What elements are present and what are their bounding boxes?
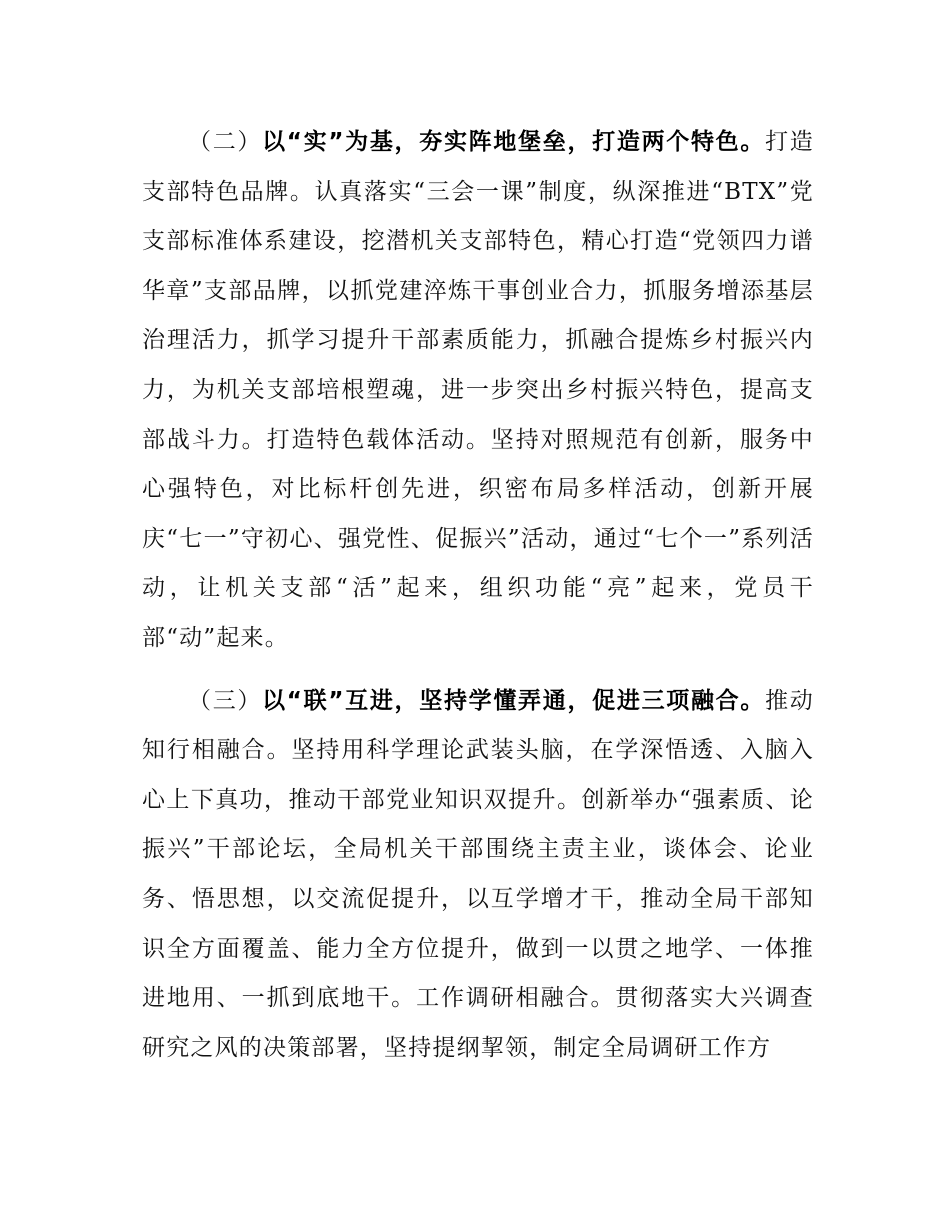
paragraph-section-2	[142, 118, 814, 664]
section-body-text: 推动知行相融合。坚持用科学理论武装头脑，在学深悟透、入脑入心上下真功，推动干部党业知识双提升。创新举办“强素质、论振兴”干部论坛，全局机关干部围绕主责主业，谈体会、论业务、悟思想，以交流促提升，以互学增才干，推动全局干部知识全方面覆盖、能力全方位提升，做到一以贯之地学、一体推进地用、一抓到底地干。工作调研相融合。贯彻落实大兴调查研究之风的决策部署，坚持提纲挈领，制定全局调研工作方	[142, 687, 814, 1061]
section-number: （二）	[188, 129, 263, 155]
section-heading: 以“实”为基，夯实阵地堡垒，打造两个特色。	[262, 129, 766, 155]
section-heading: 以“联”互进，坚持学懂弄通，促进三项融合。	[262, 687, 766, 714]
section-body-text: 打造支部特色品牌。认真落实“三会一课”制度，纵深推进“BTX”党支部标准体系建设，挖潜机关支部特色，精心打造“党领四力谱华章”支部品牌，以抓党建淬炼干事创业合力，抓服务增添基层治理活力，抓学习提升干部素质能力，抓融合提炼乡村振兴内力，为机关支部培根塑魂，进一步突出乡村振兴特色，提高支部战斗力。打造特色载体活动。坚持对照规范有创新，服务中心强特色，对比标杆创先进，织密布局多样活动，创新开展庆“七一”守初心、强党性、促振兴”活动，通过“七个一”系列活动，让机关支部“活”起来，组织功能“亮”起来，党员干部“动”起来。	[142, 129, 814, 651]
section-number: （三）	[188, 687, 263, 714]
paragraph-section-3	[142, 677, 814, 1074]
document-body	[142, 118, 814, 1073]
